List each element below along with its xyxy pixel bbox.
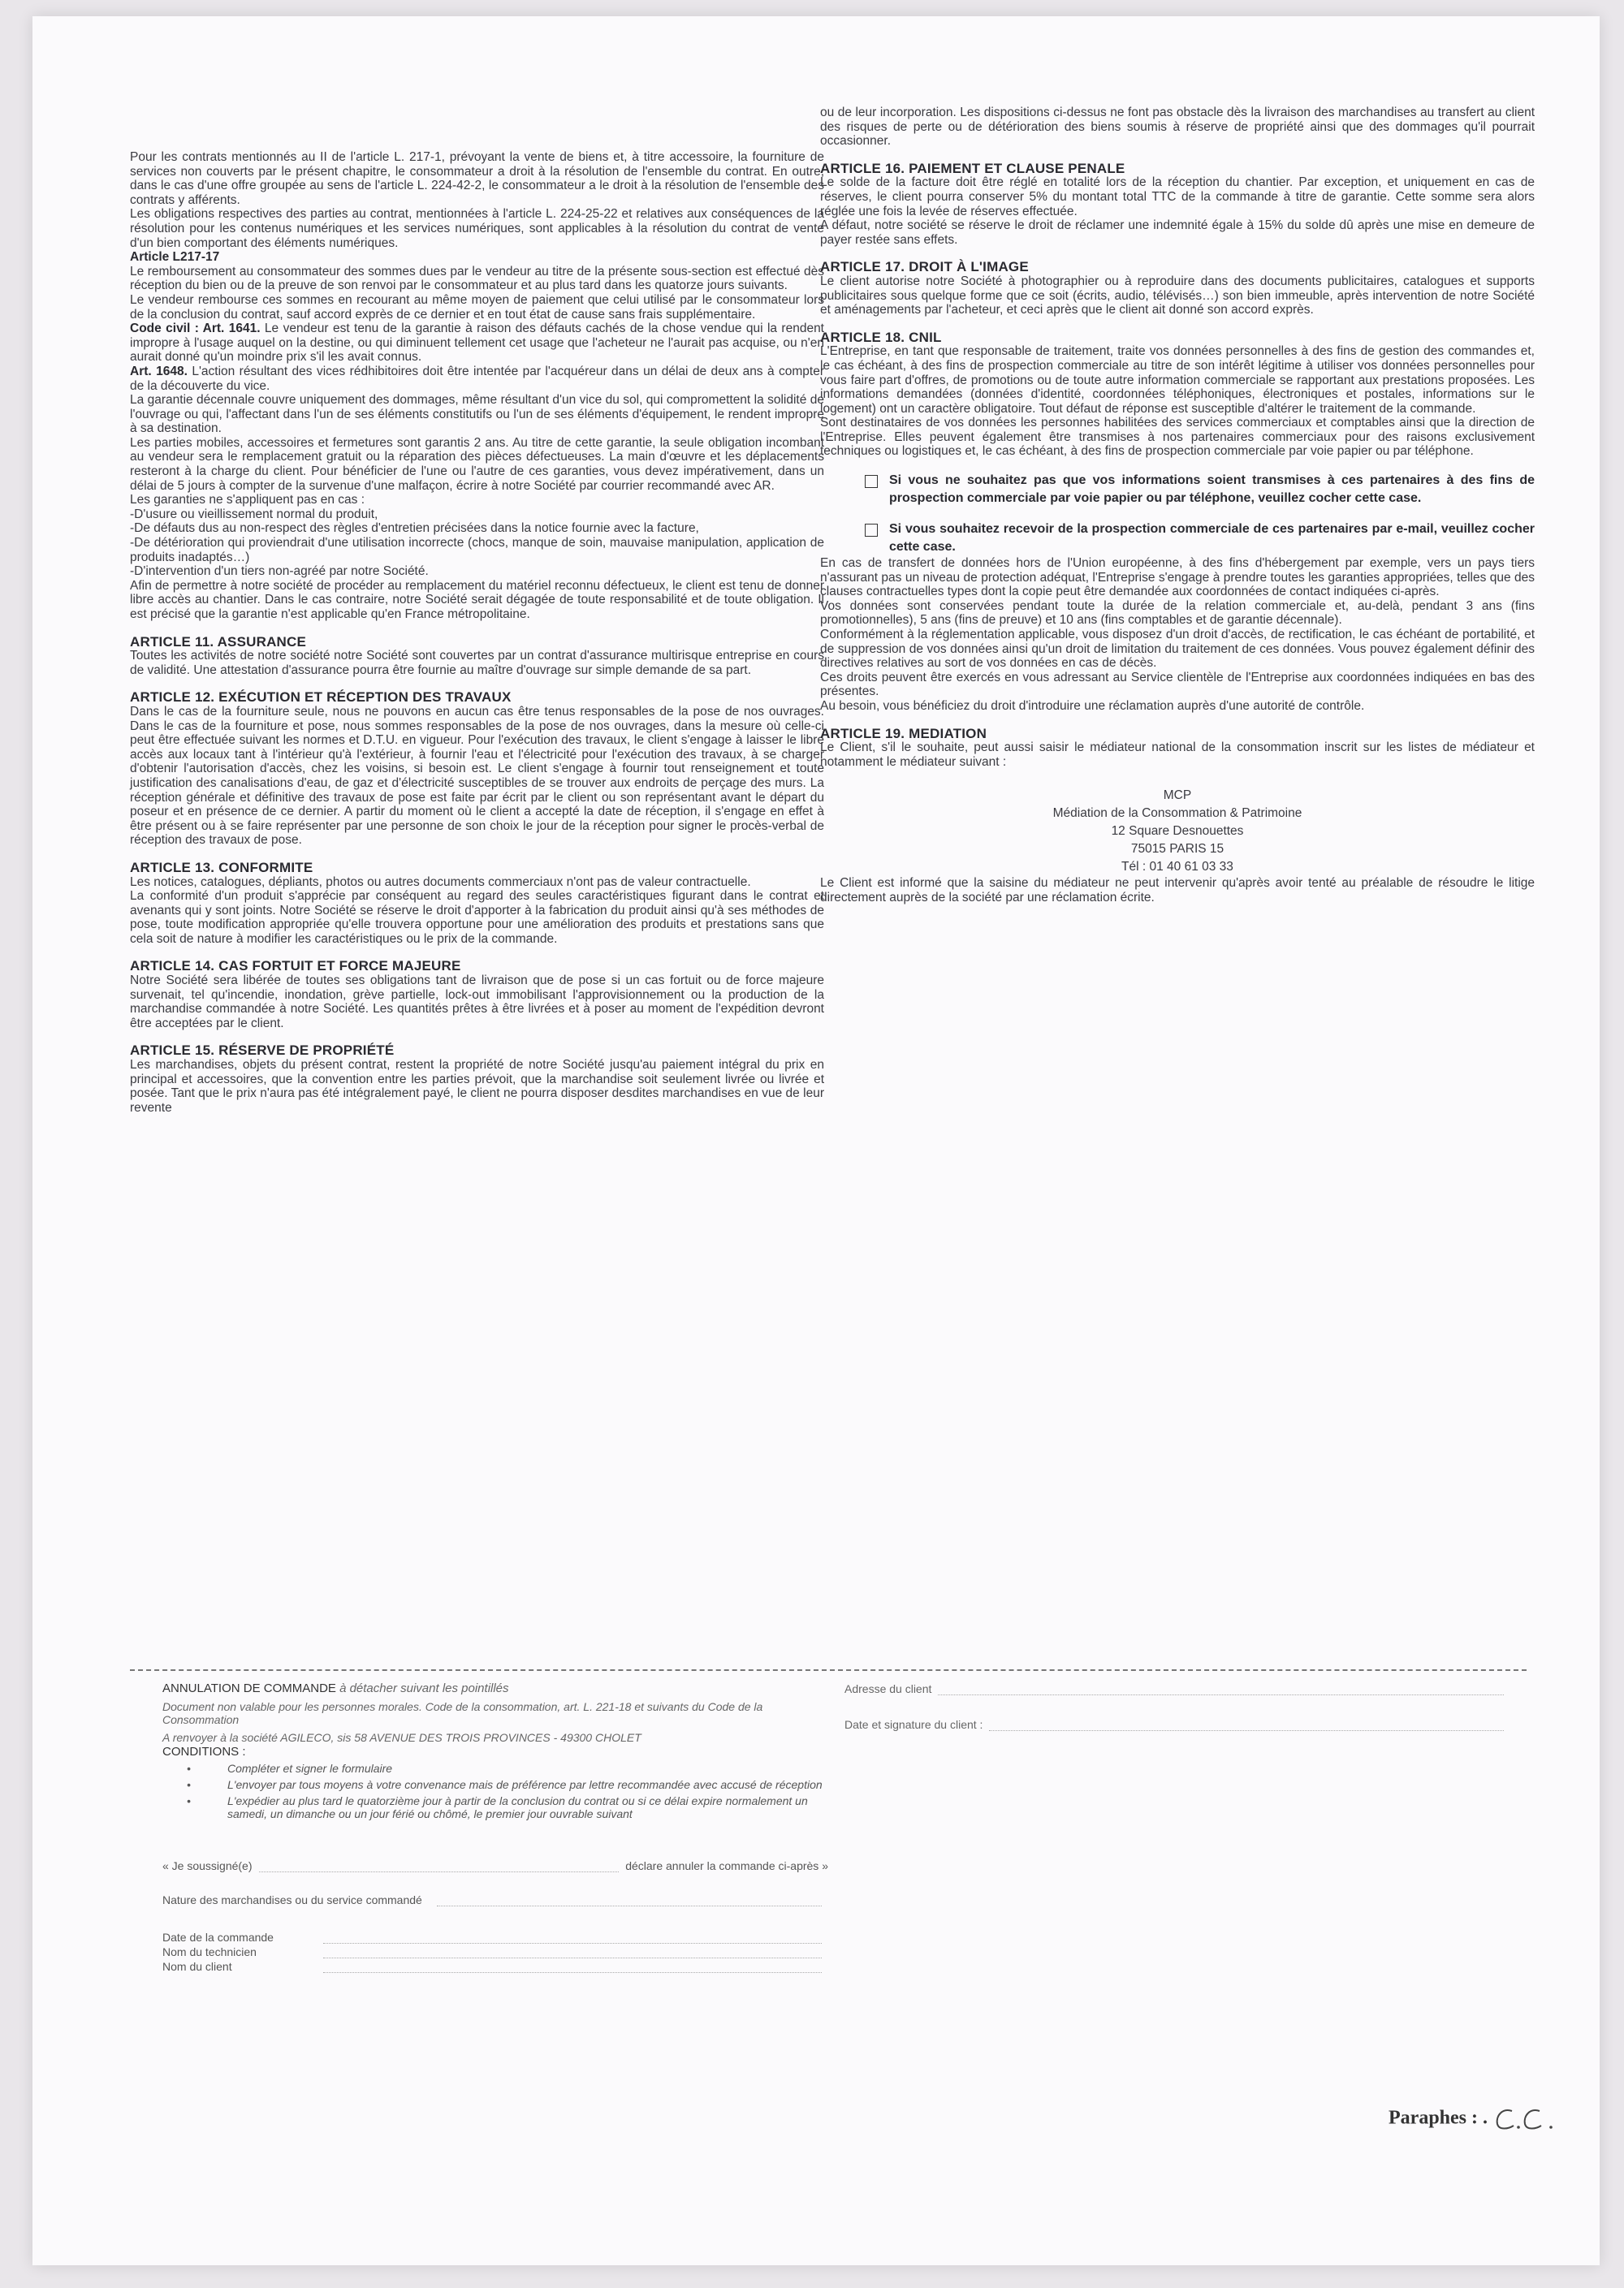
date-order-label: Date de la commande (162, 1931, 274, 1944)
form-title-suffix: à détacher suivant les pointillés (335, 1681, 509, 1695)
article-heading: ARTICLE 15. RÉSERVE DE PROPRIÉTÉ (130, 1043, 395, 1059)
article-heading: ARTICLE 13. CONFORMITE (130, 859, 313, 875)
paragraph: Vos données sont conservées pendant toute la durée de la relation commerciale et, au-delà, pendant 3 ans (fins promotionnelles), 5 ans (fins de preuve) et 10 ans (fins comptables et de garantie décennale). (820, 598, 1535, 628)
date-signature-row (844, 1718, 1510, 1731)
date-signature-field[interactable] (989, 1719, 1504, 1731)
form-title (162, 1682, 828, 1695)
form-condition: • L'envoyer par tous moyens à votre convenance mais de préférence par lettre recommandée avec accusé de réception (187, 1778, 828, 1791)
date-signature-label: Date et signature du client : (844, 1718, 983, 1731)
initials (1389, 2105, 1566, 2134)
paragraph: Les obligations respectives des parties au contrat, mentionnées à l'article L. 224-25-22 et relatives aux conséquences de la résolution pour les contenus numériques et les services numériques, sont applicables à la résolution du contrat de vente d'un bien comportant des éléments numériques. (130, 207, 824, 250)
consent-checkbox-row (865, 472, 1535, 507)
paragraph: -D'usure ou vieillissement normal du produit, (130, 507, 378, 521)
checkbox[interactable] (865, 475, 878, 488)
legal-reference: Code civil : Art. 1641. (130, 322, 261, 336)
paragraph: Le remboursement au consommateur des sommes dues par le vendeur au titre de la présente sous-section est effectué dès réception du bien ou de la preuve de son renvoi par le consommateur et au plus tard dans les quatorze jours suivants. (130, 264, 824, 293)
checkbox[interactable] (865, 524, 878, 537)
paragraph: Notre Société sera libérée de toutes ses obligations tant de livraison que de pose si un cas fortuit ou de force majeure survenait, tel qu'incendie, inondation, grève partielle, lock-out immobilisant l'approvisionnement ou la production de la marchandise commandée à notre Société. Les quantités prêtes à être livrées et à poser au moment de l'expédition devront être acceptées par le client. (130, 973, 824, 1030)
initials-signature (1492, 2105, 1566, 2134)
client-address-row (844, 1682, 1510, 1695)
paragraph: A défaut, notre société se réserve le droit de réclamer une indemnité égale à 15% du solde dû après une mise en demeure de payer restée sans effets. (820, 218, 1535, 247)
mediator-address-line: Médiation de la Consommation & Patrimoine (1052, 806, 1302, 821)
client-name-field[interactable] (323, 1961, 822, 1973)
technician-label: Nom du technicien (162, 1945, 257, 1958)
form-condition: • Compléter et signer le formulaire (187, 1762, 828, 1775)
article-heading: ARTICLE 11. ASSURANCE (130, 633, 307, 650)
client-name-label: Nom du client (162, 1960, 232, 1973)
paragraph: Les notices, catalogues, dépliants, photos ou autres documents commerciaux n'ont pas de valeur contractuelle. (130, 874, 751, 889)
left-column (130, 150, 824, 1115)
undersigned-field[interactable] (259, 1860, 620, 1872)
paragraph: Au besoin, vous bénéficiez du droit d'introduire une réclamation auprès d'une autorité de contrôle. (820, 699, 1365, 713)
form-address: A renvoyer à la société AGILECO, sis 58 AVENUE DES TROIS PROVINCES - 49300 CHOLET (162, 1731, 641, 1744)
consent-checkbox-row (865, 520, 1535, 556)
technician-row (162, 1945, 828, 1958)
paragraph: La conformité d'un produit s'apprécie par conséquent au regard des seules caractéristiques figurant dans le contrat et avenants qui y sont joints. Notre Société se réserve le droit d'apporter à la fabrication du produit ainsi qu'à ses méthodes de pose, toute modification appropriée qu'elle trouvera opportune pour une amélioration des produits et prestations sans que cela soit de nature à modifier les caractéristiques ou le prix de la commande. (130, 889, 824, 946)
article-heading: ARTICLE 14. CAS FORTUIT ET FORCE MAJEURE (130, 958, 461, 974)
article-heading: ARTICLE 19. MEDIATION (820, 725, 987, 741)
paragraph: Le Client, s'il le souhaite, peut aussi saisir le médiateur national de la consommation inscrit sur les listes de médiateur et notamment le médiateur suivant : (820, 740, 1535, 769)
paragraph: -De défauts dus au non-respect des règles d'entretien précisées dans la notice fournie avec la facture, (130, 521, 699, 536)
paragraph: Pour les contrats mentionnés au II de l'article L. 217-1, prévoyant la vente de biens et, à titre accessoire, la fourniture de services non couverts par le présent chapitre, le consommateur a droit à la résolution de l'ensemble du contrat. En outre, dans le cas d'une offre groupée au sens de l'article L. 224-42-2, le consommateur a le droit à la résolution de l'ensemble des contrats y afférents. (130, 150, 824, 207)
paragraph: Sont destinataires de vos données les personnes habilitées des services commerciaux et comptables ainsi que la direction de l'Entreprise. Elles peuvent également être transmises à nos partenaires commerciaux pour des raisons exclusivement techniques ou logistiques et, le cas échéant, à des fins de prospection commerciale par voie papier ou par téléphone. (820, 416, 1535, 459)
initials-label: Paraphes : . (1389, 2107, 1488, 2129)
mediator-address-line: 12 Square Desnouettes (1111, 824, 1244, 839)
mediator-address-line: 75015 PARIS 15 (1130, 842, 1224, 857)
mediator-address-line: Tél : 01 40 61 03 33 (1121, 860, 1233, 874)
nature-label: Nature des marchandises ou du service commandé (162, 1893, 422, 1906)
paragraph: Ces droits peuvent être exercés en vous adressant au Service clientèle de l'Entreprise aux coordonnées indiquées en bas des présentes. (820, 670, 1535, 699)
paragraph-text: L'action résultant des vices rédhibitoires doit être intentée par l'acquéreur dans un délai de deux ans à compter de la découverte du vice. (130, 364, 824, 393)
client-name-row (162, 1960, 828, 1973)
paragraph: L'Entreprise, en tant que responsable de traitement, traite vos données personnelles à des fins de gestion des commandes et, le cas échéant, à des fins de prospection commerciale au titre de son intérêt légitime à utiliser vos données personnelles pour vous faire part d'offres, de promotions ou de toute autre information commerciale se rapportant aux prestations proposées. Les informations demandées (données d'identité, coordonnées téléphoniques, électroniques et postales, informations sur le logement) ont un caractère obligatoire. Tout défaut de réponse est susceptible d'altérer le traitement de la commande. (820, 344, 1535, 416)
declare-label: déclare annuler la commande ci-après » (625, 1859, 828, 1872)
paragraph: Toutes les activités de notre société notre Société sont couvertes par un contrat d'assurance multirisque entreprise en cours de validité. Une attestation d'assurance pourra être fournie au maître d'ouvrage sur simple demande de sa part. (130, 649, 824, 677)
date-order-row (162, 1931, 828, 1944)
cancellation-form (162, 1682, 828, 1973)
checkbox-label: Si vous souhaitez recevoir de la prospection commerciale de ces partenaires par e-mail, veuillez cocher cette case. (889, 522, 1535, 555)
client-address-label: Adresse du client (844, 1682, 932, 1695)
article-heading: ARTICLE 12. EXÉCUTION ET RÉCEPTION DES TRAVAUX (130, 689, 512, 706)
paragraph: Le solde de la facture doit être réglé en totalité lors de la réception du chantier. Par exception, et uniquement en cas de réserves, le client pourra conserver 5% du montant total TTC de la commande à titre de garantie. Cette somme sera alors réglée une fois la levée de réserves effectuée. (820, 175, 1535, 218)
paragraph: -De détérioration qui proviendrait d'une utilisation incorrecte (chocs, manque de soin, mauvaise manipulation, application de produits inadaptés…) (130, 536, 824, 564)
form-note: Document non valable pour les personnes morales. Code de la consommation, art. L. 221-18 et suivants du Code de la Consommation (162, 1700, 763, 1726)
nature-row (162, 1893, 828, 1906)
paragraph (130, 322, 824, 365)
paragraph: Conformément à la réglementation applicable, vous disposez d'un droit d'accès, de rectification, le cas échéant de portabilité, et de suppression de vos données ainsi qu'un droit de limitation du traitement de ces données. Vous pouvez également définir des directives relatives au sort de vos données en cas de décès. (820, 628, 1535, 671)
client-address-field[interactable] (938, 1683, 1504, 1695)
paragraph: La garantie décennale couvre uniquement des dommages, même résultant d'un vice du sol, qui compromettent la solidité de l'ouvrage ou qui, l'affectant dans l'un de ses éléments constitutifs ou l'un de ses éléments d'équipement, le rendent impropre à sa destination. (130, 393, 824, 436)
undersigned-label: « Je soussigné(e) (162, 1859, 253, 1872)
paragraph: Les marchandises, objets du présent contrat, restent la propriété de notre Société jusqu'au paiement intégral du prix en principal et accessoires, que la convention entre les parties prévoit, que la marchandise soit seulement livrée ou livrée et posée. Tant que le prix n'aura pas été intégralement payé, le client ne pourra disposer desdites marchandises en vue de leur revente (130, 1058, 824, 1115)
form-conditions-list (187, 1762, 828, 1820)
document-page (32, 16, 1600, 2265)
article-heading: ARTICLE 17. DROIT À L'IMAGE (820, 259, 1029, 275)
paragraph: Le client autorise notre Société à photographier ou à reproduire dans des documents publicitaires, catalogues et supports publicitaires sous quelque forme que ce soit (écrits, audio, télévisés…) son bien immeuble, après intervention de notre Société et aménagements par l'acheteur, et ceci après que le client ait donné son accord exprès. (820, 274, 1535, 317)
form-condition: • L'expédier au plus tard le quatorzième jour à partir de la conclusion du contrat ou si ce délai expire normalement un samedi, un dimanche ou un jour férié ou chômé, le premier jour ouvrable suivant (187, 1794, 828, 1820)
paragraph: Afin de permettre à notre société de procéder au remplacement du matériel reconnu défectueux, le client est tenu de donner libre accès au chantier. Dans le cas contraire, notre Société serait dégagée de toute responsabilité et de toute obligation. Il est précisé que la garantie n'est applicable qu'en France métropolitaine. (130, 578, 824, 621)
paragraph: Les parties mobiles, accessoires et fermetures sont garantis 2 ans. Au titre de cette garantie, la seule obligation incombant au vendeur sera le remplacement gratuit ou la réparation des pièces défectueuses. La main d'œuvre et les déplacements resteront à la charge du client. Pour bénéficier de l'une ou l'autre de ces garanties, vous devez impérativement, dans un délai de 5 jours à compter de la survenue d'une malfaçon, écrire à notre Société par courrier recommandé avec AR. (130, 435, 824, 493)
cut-line (130, 1669, 1527, 1671)
article-heading: ARTICLE 16. PAIEMENT ET CLAUSE PENALE (820, 160, 1125, 176)
paragraph: ou de leur incorporation. Les dispositions ci-dessus ne font pas obstacle dès la livraison des marchandises au transfert au client des risques de perte ou de détérioration des biens soumis à réserve de propriété ainsi que des dommages qu'il pourrait occasionner. (820, 106, 1535, 149)
paragraph (130, 365, 824, 393)
mediator-address (820, 787, 1535, 876)
date-order-field[interactable] (323, 1932, 822, 1944)
nature-field[interactable] (437, 1894, 822, 1906)
paragraph: Dans le cas de la fourniture seule, nous ne pouvons en aucun cas être tenus responsables de la pose de nos ouvrages. Dans le cas de la fourniture et pose, nous sommes responsables de la pose de nos ouvrages, dans la mesure où celle-ci peut être effectuée suivant les normes et D.T.U. en vigueur. Pour l'exécution des travaux, le client s'engage à laisser le libre accès aux locaux tant à l'intérieur qu'à l'extérieur, à fournir l'eau et l'électricité pour l'exécution des travaux, à se charger d'obtenir l'autorisation d'accès, chez les voisins, si besoin est. Le client s'engage à fournir tout renseignement et toute justification des canalisations d'eau, de gaz et d'électricité susceptibles de se trouver aux endroits de perçage des murs. La réception générale et définitive des travaux de pose est faite par écrit par le client ou son représentant avant le départ du poseur et en présence de ce dernier. A partir du moment où le client a accepté la date de réception, il s'engage en effet à être présent ou à se faire représenter par une personne de son choix le jour de la réception pour signer le procès-verbal de réception des travaux de pose. (130, 704, 824, 848)
paragraph: Le vendeur rembourse ces sommes en recourant au même moyen de paiement que celui utilisé par le consommateur lors de la conclusion du contrat, sauf accord exprès de ce dernier et en tout état de cause sans frais supplémentaire. (130, 292, 824, 322)
form-conditions-label: CONDITIONS : (162, 1745, 246, 1759)
paragraph: Les garanties ne s'appliquent pas en cas : (130, 493, 365, 507)
checkbox-label: Si vous ne souhaitez pas que vos informations soient transmises à ces partenaires à des fins de prospection commerciale par voie papier ou par téléphone, veuillez cocher cette case. (889, 473, 1535, 506)
legal-reference: Art. 1648. (130, 364, 188, 378)
mediator-address-line: MCP (1163, 788, 1192, 803)
technician-field[interactable] (323, 1946, 822, 1958)
paragraph-text: Le vendeur est tenu de la garantie à raison des défauts cachés de la chose vendue qui la rendent impropre à l'usage auquel on la destine, ou qui diminuent tellement cet usage que l'acheteur ne l'aurait pas acquise, ou n'en aurait donné qu'un moindre prix s'il les avait connus. (130, 322, 824, 365)
right-column (820, 106, 1535, 905)
paragraph: En cas de transfert de données hors de l'Union européenne, à des fins d'hébergement par exemple, vers un pays tiers n'assurant pas un niveau de protection adéquat, l'Entreprise s'engage à prendre toutes les garanties appropriées, telles que des clauses contractuelles types dont la copie peut être demandée aux coordonnées de contact indiquées ci-après. (820, 556, 1535, 599)
paragraph: Le Client est informé que la saisine du médiateur ne peut intervenir qu'après avoir tenté au préalable de résoudre le litige directement auprès de la société par une réclamation écrite. (820, 876, 1535, 904)
client-fields (844, 1682, 1510, 1754)
article-heading: ARTICLE 18. CNIL (820, 329, 942, 345)
undersigned-row (162, 1859, 828, 1872)
legal-reference: Article L217-17 (130, 250, 220, 265)
paragraph: -D'intervention d'un tiers non-agréé par notre Société. (130, 564, 429, 579)
form-title-text: ANNULATION DE COMMANDE (162, 1681, 336, 1695)
